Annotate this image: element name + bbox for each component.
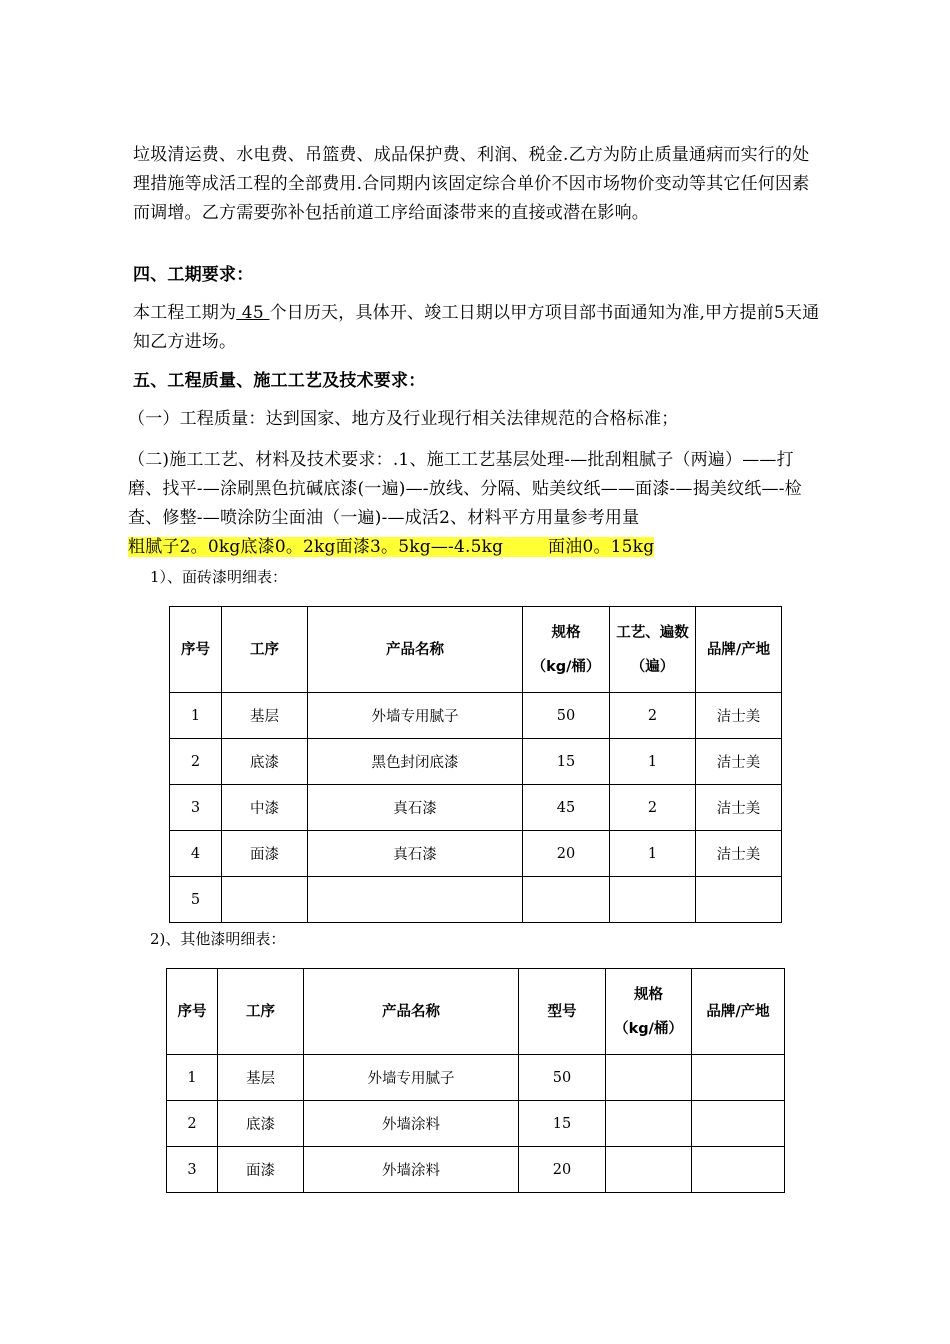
table-cell: 3	[167, 1147, 218, 1193]
table-cell: 2	[167, 1101, 218, 1147]
table-cell: 1	[167, 1055, 218, 1101]
table-cell	[692, 1055, 785, 1101]
section-4-body	[133, 299, 823, 357]
column-header: 工序	[218, 969, 304, 1055]
table-cell: 20	[523, 831, 610, 877]
table-cell	[308, 877, 523, 923]
column-header: 产品名称	[304, 969, 519, 1055]
table-cell: 面漆	[222, 831, 308, 877]
column-header: 序号	[167, 969, 218, 1055]
table-row	[167, 1147, 785, 1193]
table-cell: 15	[519, 1101, 606, 1147]
quality-requirement: （一）工程质量：达到国家、地方及行业现行相关法律规范的合格标准；	[128, 409, 679, 429]
table-cell: 洁士美	[696, 785, 782, 831]
column-header: 工序	[222, 607, 308, 693]
duration-days: 45	[236, 303, 270, 323]
table2-caption: 2)、其他漆明细表：	[150, 930, 286, 948]
table-cell: 基层	[222, 693, 308, 739]
other-paint-table	[166, 968, 785, 1193]
table-cell: 黑色封闭底漆	[308, 739, 523, 785]
column-header: 产品名称	[308, 607, 523, 693]
table-cell: 1	[170, 693, 222, 739]
table-cell: 20	[519, 1147, 606, 1193]
table-cell	[606, 1147, 692, 1193]
section-4	[133, 261, 823, 290]
table-cell: 基层	[218, 1055, 304, 1101]
table-cell: 2	[170, 739, 222, 785]
table-cell: 15	[523, 739, 610, 785]
table-cell: 洁士美	[696, 739, 782, 785]
column-header: 规格 （kg/桶）	[523, 607, 610, 693]
table-cell: 外墙涂料	[304, 1101, 519, 1147]
table-cell: 底漆	[222, 739, 308, 785]
table-cell: 真石漆	[308, 831, 523, 877]
column-header: 品牌/产地	[696, 607, 782, 693]
column-header: 型号	[519, 969, 606, 1055]
table-row	[170, 831, 782, 877]
table-row	[167, 1055, 785, 1101]
section-5	[133, 367, 823, 396]
table-cell: 底漆	[218, 1101, 304, 1147]
column-header: 规格 （kg/桶）	[606, 969, 692, 1055]
table-cell	[523, 877, 610, 923]
column-header: 序号	[170, 607, 222, 693]
table-cell	[696, 877, 782, 923]
section-4-text	[133, 299, 823, 357]
duration-text-after: 个日历天，具体开、竣工日期以甲方项目部书面通知为准,甲方提前5天通知乙方进场。	[133, 303, 820, 352]
table-cell: 1	[610, 831, 696, 877]
table-row	[170, 877, 782, 923]
section-4-title: 四、工期要求：	[133, 265, 254, 285]
column-header: 工艺、遍数（遍）	[610, 607, 696, 693]
table-cell	[610, 877, 696, 923]
table-cell	[606, 1101, 692, 1147]
table-cell: 5	[170, 877, 222, 923]
table-cell: 真石漆	[308, 785, 523, 831]
duration-text-before: 本工程工期为	[133, 303, 237, 323]
table-cell	[692, 1147, 785, 1193]
table-row	[170, 693, 782, 739]
table-cell: 1	[610, 739, 696, 785]
table-header-row	[167, 969, 785, 1055]
section-5-title: 五、工程质量、施工工艺及技术要求：	[133, 371, 426, 391]
table-cell: 2	[610, 785, 696, 831]
table-row	[167, 1101, 785, 1147]
table-cell: 4	[170, 831, 222, 877]
table-cell: 3	[170, 785, 222, 831]
section-5-item-2	[128, 446, 828, 562]
table-cell: 50	[523, 693, 610, 739]
table1-caption: 1）、面砖漆明细表：	[150, 568, 288, 586]
section-5-item-1	[128, 405, 828, 434]
table-cell	[606, 1055, 692, 1101]
table-cell	[222, 877, 308, 923]
process-requirement	[128, 446, 828, 562]
table-cell: 2	[610, 693, 696, 739]
paragraph-costs	[133, 141, 823, 228]
table-cell: 45	[523, 785, 610, 831]
column-header: 品牌/产地	[692, 969, 785, 1055]
table-cell: 中漆	[222, 785, 308, 831]
table-cell	[692, 1101, 785, 1147]
paragraph-costs-text: 垃圾清运费、水电费、吊篮费、成品保护费、利润、税金.乙方为防止质量通病而实行的处理措施等成活工程的全部费用.合同期内该固定综合单价不因市场物价变动等其它任何因素而调增。乙方需要弥补包括前道工序给面漆带来的直接或潜在影响。	[133, 145, 810, 223]
table-row	[170, 785, 782, 831]
table-header-row	[170, 607, 782, 693]
table-cell: 洁士美	[696, 831, 782, 877]
table-cell: 外墙专用腻子	[304, 1055, 519, 1101]
table-cell: 50	[519, 1055, 606, 1101]
table-cell: 洁士美	[696, 693, 782, 739]
process-text: （二)施工工艺、材料及技术要求：.1、施工工艺基层处理-—批刮粗腻子（两遍）——打磨、找平-—涂刷黑色抗碱底漆(一遍)—-放线、分隔、贴美纹纸——面漆-—揭美纹纸—-检查、修整-—喷涂防尘面油（一遍)-—成活2、材料平方用量参考用量	[128, 450, 802, 528]
table-cell: 外墙专用腻子	[308, 693, 523, 739]
facade-paint-table	[169, 606, 782, 923]
table-row	[170, 739, 782, 785]
table-cell: 面漆	[218, 1147, 304, 1193]
table-cell: 外墙涂料	[304, 1147, 519, 1193]
material-usage-highlight: 粗腻子2。0kg底漆0。2kg面漆3。5kg—-4.5kg 面油0。15kg	[128, 537, 655, 557]
